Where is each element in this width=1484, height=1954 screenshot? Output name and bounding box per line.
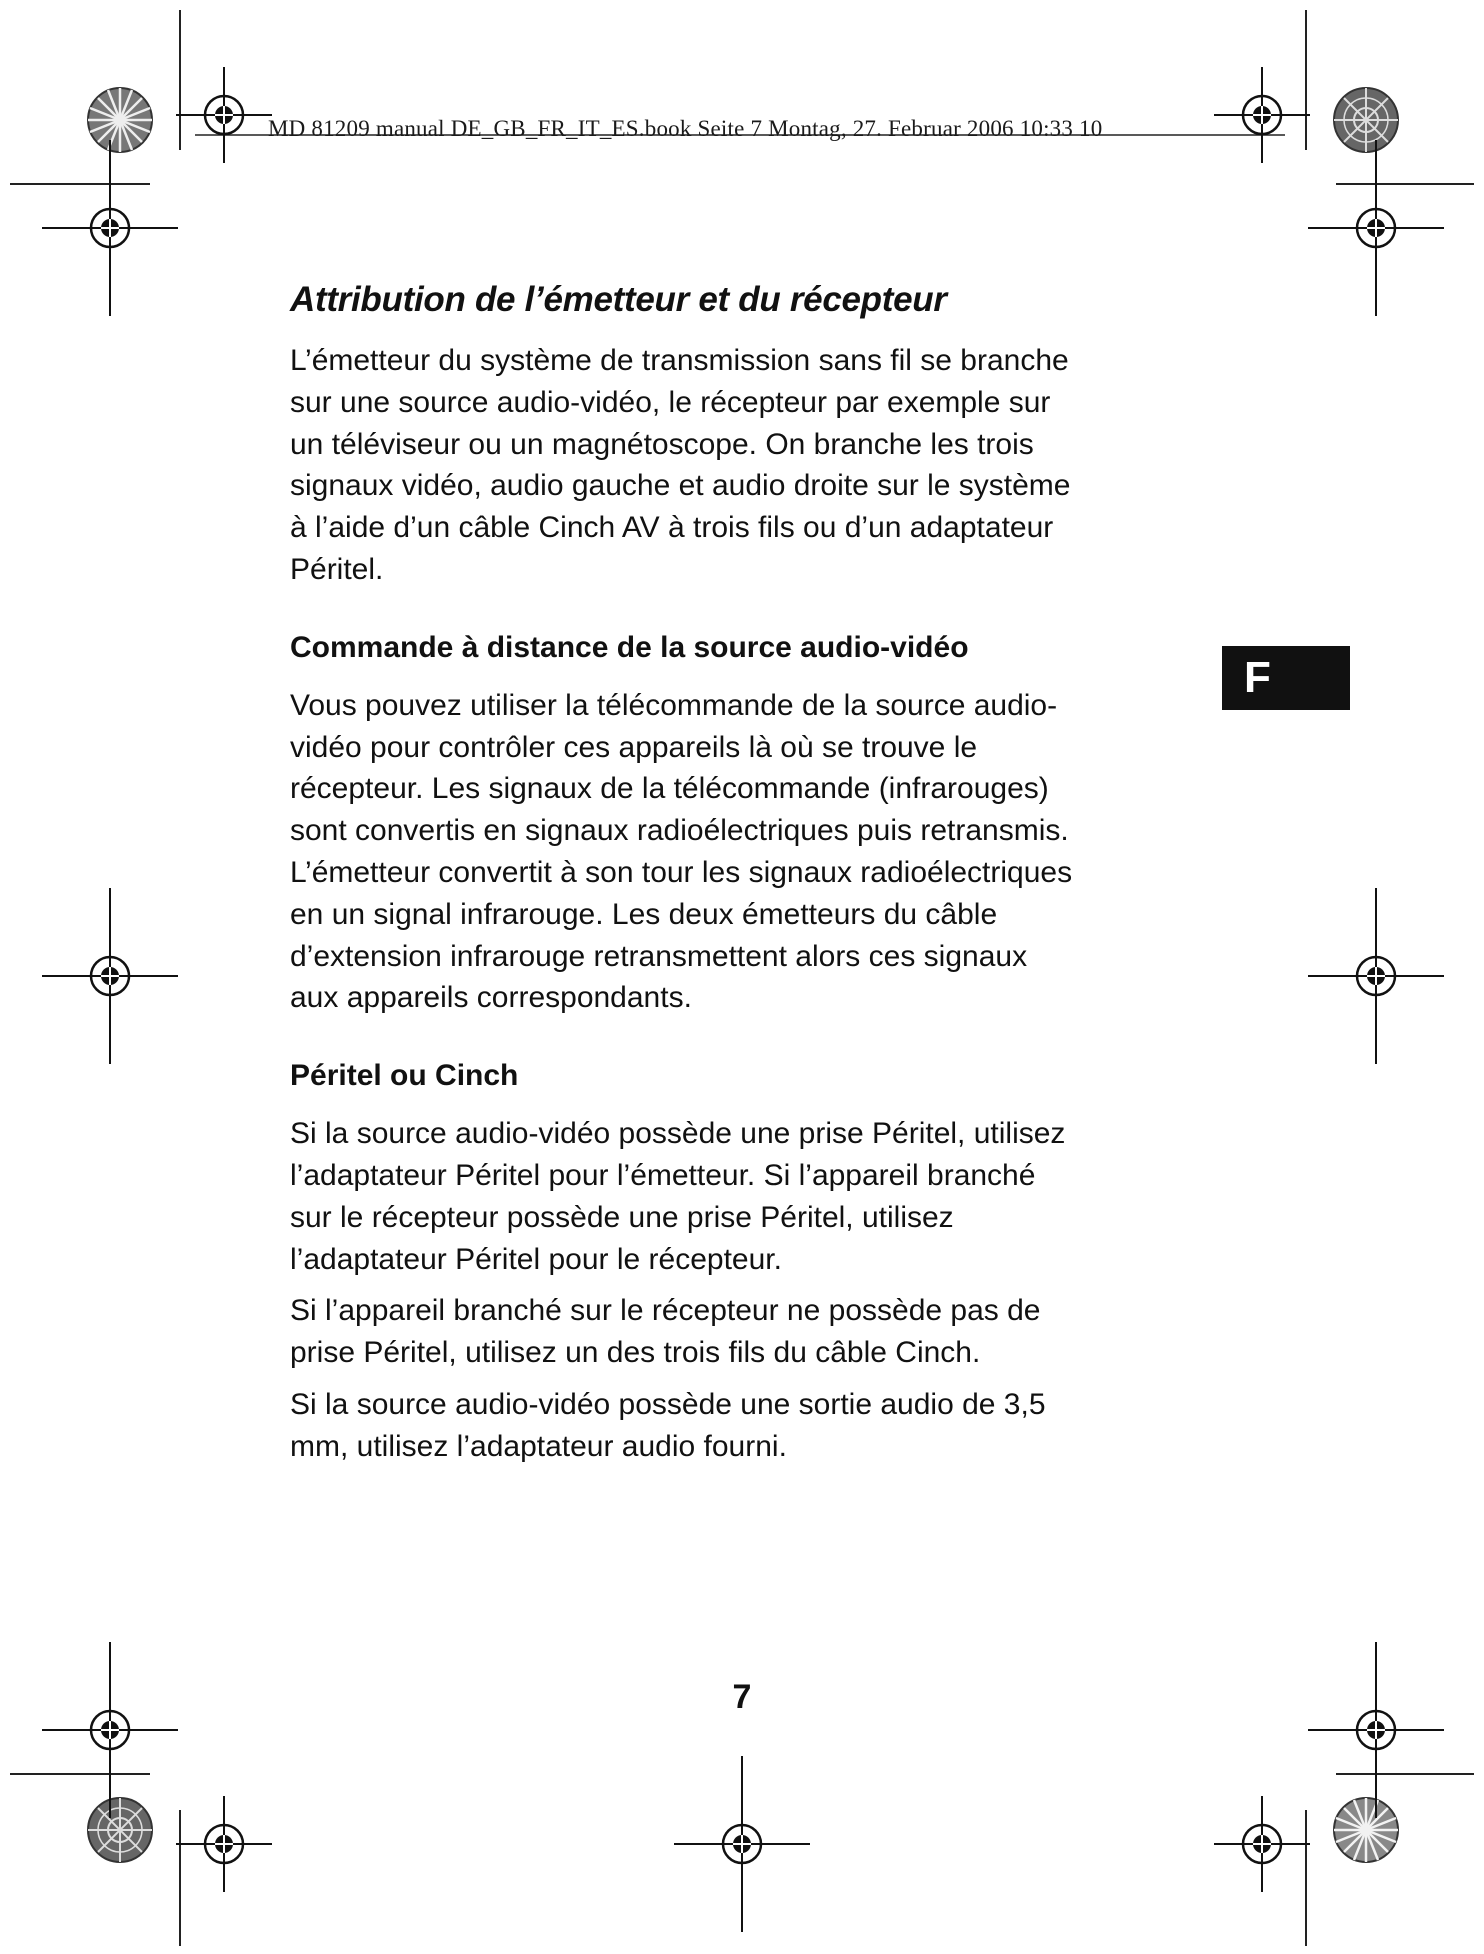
starburst-mark-bottom-left [88,1798,152,1862]
remote-control-paragraph [290,685,1230,1019]
peritel-paragraph-1 [290,1113,1230,1280]
text-line: L’émetteur convertit à son tour les signaux radioélectriques [290,855,1073,889]
text-line: sur le récepteur possède une prise Péritel, utilisez [290,1200,954,1234]
text-line: Vous pouvez utiliser la télécommande de la source audio- [290,688,1058,722]
text-line: en un signal infrarouge. Les deux émetteurs du câble [290,897,998,931]
text-line: l’adaptateur Péritel pour l’émetteur. Si l’appareil branché [290,1158,1036,1192]
text-line: un téléviseur ou un magnétoscope. On branche les trois [290,427,1034,461]
starburst-mark-top-right [1334,88,1398,152]
text-line: récepteur. Les signaux de la télécommande (infrarouges) [290,772,1049,806]
crosshair-mark-top-left [176,67,272,163]
crosshair-mark-left-lower [42,1642,178,1818]
text-line: sur une source audio-vidéo, le récepteur par exemple sur [290,385,1051,419]
peritel-paragraph-3 [290,1384,1230,1468]
crosshair-mark-left-upper [42,140,178,316]
text-line: Si la source audio-vidéo possède une sortie audio de 3,5 [290,1387,1046,1421]
text-line: à l’aide d’un câble Cinch AV à trois fils ou d’un adaptateur [290,511,1054,545]
crosshair-mark-bottom-center [674,1756,810,1932]
intro-paragraph [290,340,1230,591]
crosshair-mark-bottom-right [1214,1796,1310,1892]
crosshair-mark-top-right [1214,67,1310,163]
text-line: prise Péritel, utilisez un des trois fils du câble Cinch. [290,1336,981,1370]
text-line: aux appareils correspondants. [290,981,692,1015]
crosshair-mark-right-lower [1308,1642,1444,1818]
language-tab: F [1222,646,1350,710]
section-heading-peritel-cinch: Péritel ou Cinch [290,1059,519,1093]
crosshair-mark-right-upper [1308,140,1444,316]
text-line: Si la source audio-vidéo possède une prise Péritel, utilisez [290,1117,1066,1151]
text-line: L’émetteur du système de transmission sans fil se branche [290,344,1069,377]
crosshair-mark-right-middle [1308,888,1444,1064]
starburst-mark-bottom-right [1334,1798,1398,1862]
text-line: mm, utilisez l’adaptateur audio fourni. [290,1429,787,1463]
print-slug-line: MD 81209 manual DE_GB_FR_IT_ES.book Seite 7 Montag, 27. Februar 2006 10:33 10 [268,116,1103,141]
text-line: d’extension infrarouge retransmettent alors ces signaux [290,939,1028,973]
starburst-mark-top-left [88,88,152,152]
page-content [290,270,1230,1478]
text-line: sont convertis en signaux radioélectriques puis retransmis. [290,814,1069,848]
crosshair-mark-left-middle [42,888,178,1064]
text-line: vidéo pour contrôler ces appareils là où se trouve le [290,730,978,764]
page-number: 7 [732,1678,752,1716]
text-line: Si l’appareil branché sur le récepteur ne possède pas de [290,1294,1041,1328]
text-line: Péritel. [290,552,384,586]
section-heading-remote-control: Commande à distance de la source audio-vidéo [290,630,969,664]
text-line: signaux vidéo, audio gauche et audio droite sur le système [290,469,1071,503]
page-title: Attribution de l’émetteur et du récepteur [290,280,947,319]
text-line: l’adaptateur Péritel pour le récepteur. [290,1242,782,1276]
crosshair-mark-bottom-left [176,1796,272,1892]
peritel-paragraph-2 [290,1290,1230,1374]
